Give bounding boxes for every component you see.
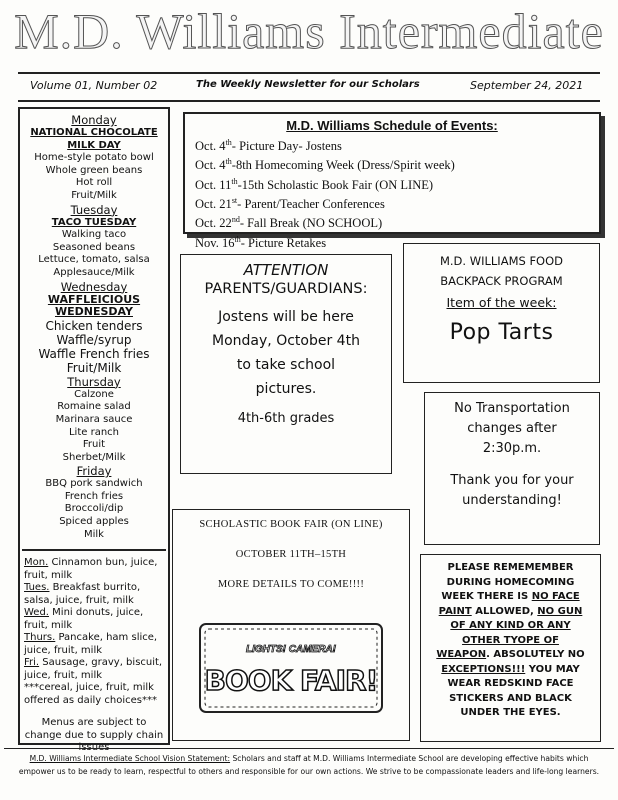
breakfast-line — [22, 657, 166, 670]
vision-statement — [4, 748, 614, 792]
homecoming-emphasis: PAINT — [438, 605, 472, 617]
homecoming-line — [425, 634, 596, 649]
homecoming-text: ALLOWED, — [475, 605, 534, 617]
event-item — [195, 193, 589, 212]
homecoming-line: UNDER THE EYES. — [460, 707, 561, 718]
menu-item: Lettuce, tomato, salsa — [38, 254, 150, 266]
transportation-notice — [424, 392, 600, 545]
event-item — [195, 135, 589, 154]
disclaimer-line: issues — [78, 742, 110, 754]
logo-wordmark: BOOK FAIR! — [204, 664, 378, 697]
homecoming-emphasis: NO FACE — [531, 591, 580, 602]
event-description: - Picture Day- Jostens — [231, 139, 342, 154]
event-ordinal: th — [234, 234, 241, 244]
attention-line: to take school — [236, 357, 336, 373]
book-fair-logo — [196, 618, 386, 718]
breakfast-menu — [22, 549, 166, 755]
menu-special: WEDNESDAY — [55, 305, 133, 319]
menu-item: BBQ pork sandwich — [45, 478, 143, 490]
picture-day-notice — [180, 254, 392, 474]
menu-item: Home-style potato bowl — [34, 152, 154, 164]
vision-text: Scholars and staff at M.D. Williams Intermediate School are developing effective habits which — [230, 754, 589, 763]
breakfast-text: Breakfast burrito, — [49, 582, 141, 594]
vision-line-2: empower us to be ready to learn, respectful to others and responsible for our own actions. We strive to be compassionate leaders and life-long learners. — [18, 767, 600, 776]
event-date: Oct. 4 — [195, 158, 226, 173]
breakfast-line — [22, 632, 166, 645]
menu-special: NATIONAL CHOCOLATE — [30, 127, 158, 138]
event-description: - Picture Retakes — [240, 235, 327, 250]
attention-subheading: PARENTS/GUARDIANS: — [204, 281, 368, 297]
newsletter-title: M.D. Williams Intermediate — [14, 3, 604, 59]
food-backpack-box — [403, 243, 600, 383]
breakfast-line: juice, fruit, milk — [24, 644, 103, 656]
transport-thanks: Thank you for your — [450, 473, 574, 488]
breakfast-text: Pancake, ham slice, — [55, 632, 158, 644]
menu-special: TACO TUESDAY — [51, 216, 137, 228]
transport-line: changes after — [467, 421, 557, 436]
breakfast-line — [22, 582, 166, 595]
event-item — [195, 212, 589, 231]
menu-item: Lite ranch — [68, 426, 119, 438]
homecoming-line: PLEASE REMEMEMBER — [447, 562, 574, 573]
homecoming-text: YOU MAY — [525, 663, 580, 675]
menu-item: Hot roll — [75, 177, 113, 189]
item-of-week-label: Item of the week: — [446, 295, 557, 310]
breakfast-line — [22, 557, 166, 570]
homecoming-line — [425, 663, 596, 678]
homecoming-line: DURING HOMECOMING — [446, 576, 575, 588]
attention-grades: 4th-6th grades — [237, 411, 335, 426]
homecoming-text: . ABSOLUTELY NO — [486, 649, 585, 660]
food-heading: M.D. WILLIAMS FOOD — [439, 254, 564, 268]
vision-label: M.D. Williams Intermediate School Vision Statement: — [29, 754, 231, 763]
breakfast-note: ***cereal, juice, fruit, milk — [24, 682, 154, 694]
breakfast-line: fruit, milk — [24, 569, 73, 581]
menu-item: Fruit — [82, 439, 106, 451]
homecoming-line — [425, 619, 596, 634]
menu-item: Whole green beans — [45, 164, 143, 176]
masthead-rule-top — [18, 72, 600, 74]
menu-item: Fruit/Milk — [71, 189, 117, 201]
event-ordinal: nd — [231, 215, 240, 225]
event-item — [195, 154, 589, 173]
menu-item: Waffle French fries — [38, 346, 150, 361]
menu-item: Walking taco — [61, 229, 127, 241]
event-description: -15th Scholastic Book Fair (ON LINE) — [237, 177, 434, 192]
breakfast-line — [22, 607, 166, 620]
menu-special: MILK DAY — [67, 139, 121, 151]
transport-line: No Transportation — [454, 401, 570, 416]
homecoming-line — [425, 590, 596, 605]
volume-number: Volume 01, Number 02 — [30, 79, 158, 92]
item-of-week: Pop Tarts — [449, 320, 554, 345]
menu-day-wednesday: Wednesday — [60, 279, 128, 294]
menu-item: Waffle/syrup — [56, 332, 132, 347]
menu-day-friday: Friday — [76, 464, 112, 479]
attention-line: pictures. — [255, 381, 317, 397]
transport-thanks: understanding! — [462, 493, 562, 508]
homecoming-line — [425, 605, 596, 620]
menu-day-tuesday: Tuesday — [70, 202, 118, 217]
menu-item: Chicken tenders — [45, 318, 143, 333]
breakfast-note: offered as daily choices*** — [24, 694, 157, 706]
event-ordinal: th — [225, 157, 232, 167]
menu-day-monday: Monday — [71, 113, 117, 127]
breakfast-day: Wed. — [24, 607, 49, 619]
menu-item: Milk — [84, 528, 104, 540]
homecoming-emphasis: WEAPON — [436, 649, 487, 660]
event-date: Oct. 21 — [195, 197, 232, 212]
attention-line: Monday, October 4th — [212, 333, 360, 349]
menu-item: Fruit/Milk — [66, 360, 122, 375]
breakfast-text: Mini donuts, juice, — [48, 607, 144, 619]
transport-line: 2:30p.m. — [482, 441, 542, 456]
event-ordinal: st — [231, 196, 238, 206]
homecoming-line — [425, 648, 596, 663]
breakfast-day: Tues. — [24, 582, 50, 594]
schedule-title: M.D. Williams Schedule of Events: — [286, 118, 498, 133]
homecoming-line: STICKERS AND BLACK — [449, 692, 572, 704]
menu-item: Romaine salad — [57, 401, 131, 413]
event-ordinal: th — [231, 176, 238, 186]
breakfast-line: juice, fruit, milk — [24, 669, 103, 681]
menu-column — [18, 107, 170, 754]
schedule-of-events — [183, 112, 601, 250]
breakfast-day: Mon. — [24, 557, 49, 569]
vision-line-1 — [4, 752, 614, 765]
menu-item: Seasoned beans — [52, 241, 136, 253]
breakfast-day: Fri. — [24, 657, 40, 669]
issue-date: September 24, 2021 — [470, 79, 584, 92]
menu-special: WAFFLEICIOUS — [47, 292, 141, 306]
tagline: The Weekly Newsletter for our Scholars — [196, 79, 420, 90]
attention-line: Jostens will be here — [218, 309, 354, 325]
homecoming-line: WEAR REDSKIND FACE — [447, 678, 574, 689]
breakfast-day: Thurs. — [24, 632, 56, 644]
homecoming-emphasis: NO GUN — [537, 605, 583, 617]
logo-tagline: LIGHTS! CAMERA! — [246, 644, 336, 655]
disclaimer-line: Menus are subject to — [41, 717, 147, 729]
menu-item: Spiced apples — [59, 516, 129, 528]
menu-item: Broccoli/dip — [64, 503, 124, 515]
event-ordinal: th — [225, 138, 232, 147]
event-date: Oct. 4 — [195, 139, 226, 154]
event-description: -8th Homecoming Week (Dress/Spirit week) — [231, 158, 455, 173]
menu-item: Applesauce/Milk — [53, 266, 135, 278]
menu-item: French fries — [64, 490, 124, 502]
menu-item: Sherbet/Milk — [62, 451, 126, 463]
book-fair-line: SCHOLASTIC BOOK FAIR (ON LINE) — [199, 519, 383, 530]
attention-heading: ATTENTION — [243, 261, 329, 279]
homecoming-emphasis: OTHER TYOPE OF — [462, 634, 559, 646]
book-fair-box — [172, 509, 410, 741]
breakfast-text: Sausage, gravy, biscuit, — [39, 657, 163, 669]
menu-item: Calzone — [74, 388, 114, 400]
homecoming-notice — [420, 554, 601, 742]
breakfast-line: salsa, juice, fruit, milk — [24, 594, 134, 606]
event-item — [195, 174, 589, 193]
homecoming-emphasis: OF ANY KIND OR ANY — [450, 620, 571, 631]
homecoming-emphasis: EXCEPTIONS!!! — [441, 663, 526, 675]
event-description: - Parent/Teacher Conferences — [237, 197, 385, 212]
event-date: Nov. 16 — [195, 235, 235, 250]
masthead-rule-bottom — [18, 100, 600, 102]
book-fair-dates: OCTOBER 11TH–15TH — [235, 549, 347, 560]
disclaimer-line: change due to supply chain — [24, 729, 164, 741]
menu-item: Marinara sauce — [55, 413, 133, 425]
attention-body — [185, 305, 387, 401]
event-date: Oct. 11 — [195, 177, 232, 192]
food-heading: BACKPACK PROGRAM — [440, 274, 563, 288]
menu-day-thursday: Thursday — [67, 374, 121, 389]
event-description: - Fall Break (NO SCHOOL) — [239, 216, 383, 231]
event-date: Oct. 22 — [195, 216, 232, 231]
breakfast-line: fruit, milk — [24, 619, 73, 631]
breakfast-text: Cinnamon bun, juice, — [48, 557, 158, 569]
book-fair-line: MORE DETAILS TO COME!!!! — [217, 579, 365, 590]
event-list — [195, 135, 589, 251]
homecoming-text: WEEK THERE IS — [441, 591, 529, 602]
